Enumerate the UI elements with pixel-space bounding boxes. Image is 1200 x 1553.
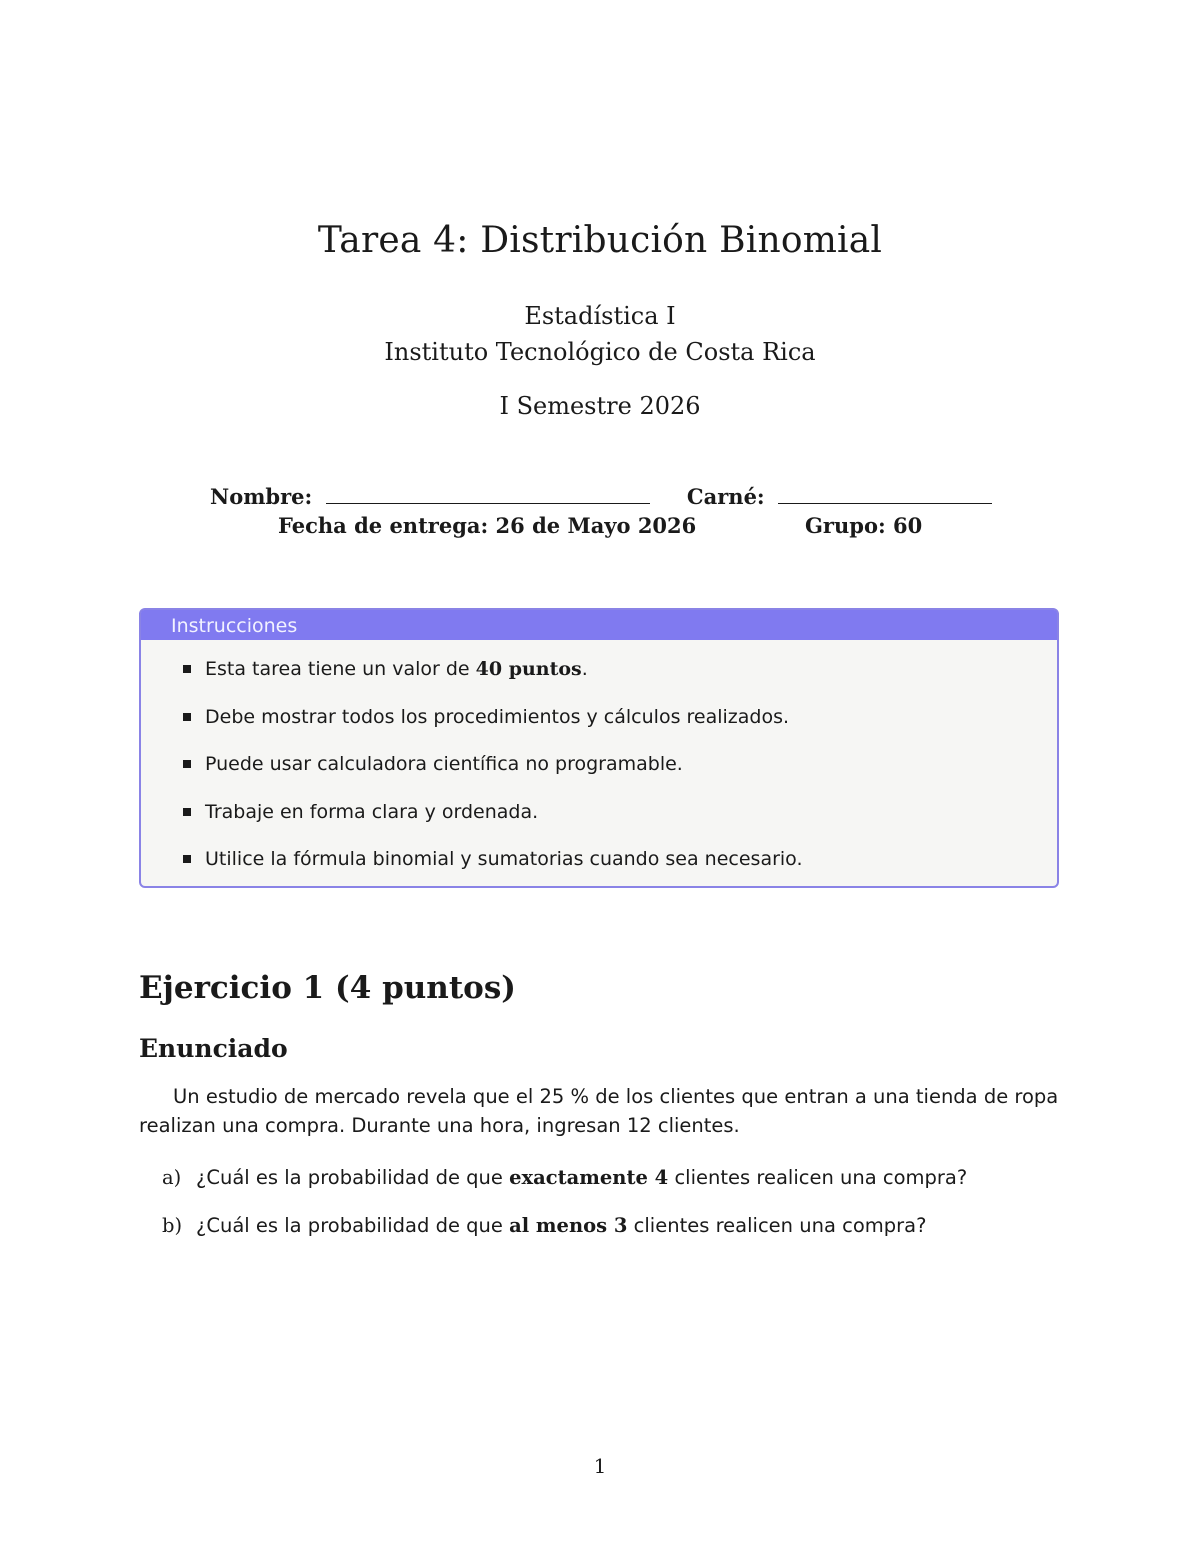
instruction-item: Utilice la fórmula binomial y sumatorias cuando sea necesario.	[205, 844, 803, 892]
instruction-item: Trabaje en forma clara y ordenada.	[205, 797, 803, 845]
name-blank-line[interactable]	[326, 487, 650, 504]
due-date: Fecha de entrega: 26 de Mayo 2026	[278, 513, 697, 538]
student-info-row	[210, 484, 1000, 509]
square-bullet-icon	[183, 760, 191, 768]
instructions-list	[205, 654, 803, 892]
question-b: b) ¿Cuál es la probabilidad de que al menos 3 clientes realicen una compra?	[162, 1214, 927, 1237]
instruction-item: Esta tarea tiene un valor de 40 puntos.	[205, 654, 803, 702]
semester: I Semestre 2026	[499, 392, 701, 420]
page-number: 1	[593, 1454, 607, 1478]
document-title: Tarea 4: Distribución Binomial	[317, 220, 883, 261]
square-bullet-icon	[183, 855, 191, 863]
question-a: a) ¿Cuál es la probabilidad de que exactamente 4 clientes realicen una compra?	[162, 1166, 968, 1189]
instruction-item: Puede usar calculadora científica no programable.	[205, 749, 803, 797]
square-bullet-icon	[183, 713, 191, 721]
square-bullet-icon	[183, 665, 191, 673]
group-number: Grupo: 60	[805, 513, 923, 538]
institution-name: Instituto Tecnológico de Costa Rica	[384, 338, 816, 366]
question-marker: b)	[162, 1214, 183, 1237]
course-name: Estadística I	[524, 302, 676, 330]
instruction-item: Debe mostrar todos los procedimientos y cálculos realizados.	[205, 702, 803, 750]
instructions-box	[139, 608, 1059, 888]
question-marker: a)	[162, 1166, 182, 1189]
exercise-statement: Un estudio de mercado revela que el 25 % de los clientes que entran a una tienda de ropa realizan una compra. Durante una hora, ingresan 12 clientes.	[139, 1085, 1059, 1137]
name-label: Nombre:	[210, 484, 313, 509]
exercise-heading: Ejercicio 1 (4 puntos)	[139, 970, 516, 1006]
id-label: Carné:	[686, 484, 765, 509]
id-blank-line[interactable]	[778, 487, 992, 504]
statement-heading: Enunciado	[139, 1034, 288, 1063]
instructions-header	[141, 610, 1057, 640]
instructions-title: Instrucciones	[171, 615, 298, 637]
square-bullet-icon	[183, 808, 191, 816]
